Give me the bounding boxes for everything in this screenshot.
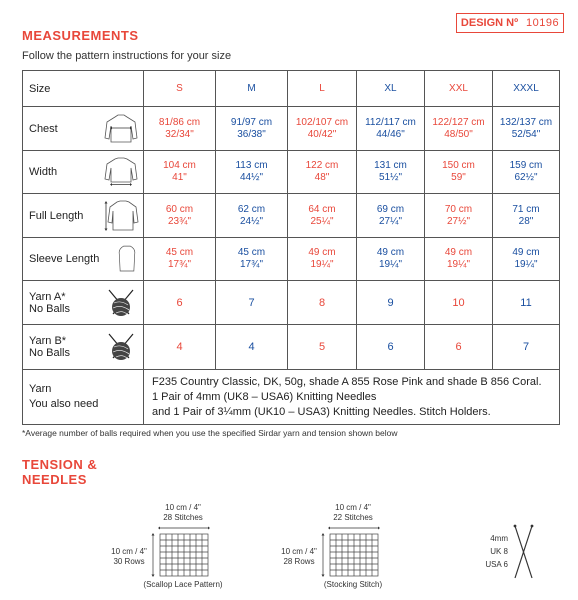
chest-xxl-cm: 122/127 cm [432, 116, 485, 128]
knitting-needles-icon [512, 524, 536, 580]
table-row [23, 194, 560, 238]
width-l-cm: 122 cm [305, 160, 339, 171]
width-m-cm: 113 cm [235, 160, 268, 171]
yarn-a-xxxl: 11 [493, 281, 560, 325]
subtitle: Follow the pattern instructions for your size [22, 50, 232, 62]
swatch1-caption: (Scallop Lace Pattern) [143, 580, 223, 589]
swatch2-caption: (Stocking Stitch) [323, 580, 383, 589]
design-number: 10196 [525, 17, 560, 29]
chest-xl-in: 44/46" [376, 128, 405, 140]
chest-xxxl-in: 52/54" [511, 128, 541, 140]
yarn-a-label: Yarn A* [29, 290, 66, 303]
length-s-in: 23¾" [167, 215, 191, 227]
width-s-in: 41" [172, 172, 187, 183]
needle-size-uk: UK 8 [490, 547, 508, 556]
swatch1-height-arrow [150, 532, 156, 578]
tension-heading [22, 457, 97, 487]
swatch2-height-arrow [320, 532, 326, 578]
size-l: L [288, 71, 357, 107]
size-xl: XL [357, 71, 425, 107]
table-row [23, 325, 560, 370]
chest-l-cm: 102/107 cm [295, 116, 349, 128]
yarn-b-l: 5 [288, 325, 357, 370]
sleeve-xxl-cm: 49 cm [444, 247, 473, 258]
chest-xxl-in: 48/50" [444, 128, 473, 140]
width-xl-cm: 131 cm [374, 160, 407, 171]
row-label-width: Width [29, 166, 58, 178]
sleeve-m-in: 17¾" [239, 259, 263, 270]
size-xxxl: XXXL [493, 71, 560, 107]
length-l-cm: 64 cm [308, 203, 336, 215]
sleeve-xxxl-cm: 49 cm [512, 247, 540, 258]
width-m-in: 44½" [239, 172, 263, 183]
sweater-chest-icon [103, 114, 139, 144]
width-xxl-in: 59" [451, 172, 466, 183]
width-xxxl-cm: 159 cm [509, 160, 543, 171]
also-need-label: You also need [29, 398, 99, 410]
yarn-a-s: 6 [144, 281, 216, 325]
swatch1-height-label: 10 cm / 4" 30 Rows [111, 547, 147, 566]
yarn-info-label: Yarn [29, 383, 52, 395]
sleeve-l-in: 19¼" [310, 259, 334, 270]
yarn-ball-icon [103, 332, 139, 362]
measurements-table [22, 70, 560, 425]
length-xl-cm: 69 cm [376, 203, 405, 215]
yarn-info-line1: F235 Country Classic, DK, 50g, shade A 855 Rose Pink and shade B 856 Coral. [152, 375, 542, 388]
swatch2-width-label: 10 cm / 4" 22 Stitches [333, 503, 373, 522]
design-label: DESIGN Nº [460, 17, 519, 29]
table-row [23, 151, 560, 194]
needle-size-usa: USA 6 [485, 560, 508, 569]
needle-size-mm: 4mm [490, 534, 508, 543]
page-title: MEASUREMENTS [22, 28, 139, 43]
length-xl-in: 27¼" [378, 215, 402, 227]
length-m-in: 24½" [239, 215, 263, 227]
sleeve-xxl-in: 19¼" [446, 259, 470, 270]
design-number-badge [456, 13, 564, 33]
row-label-full-length: Full Length [29, 209, 84, 222]
sleeve-xxxl-in: 19¼" [514, 259, 538, 270]
sleeve-m-cm: 45 cm [237, 247, 266, 258]
yarn-b-xxxl: 7 [493, 325, 560, 370]
needle-sizes [478, 532, 508, 571]
table-row [23, 107, 560, 151]
width-xl-in: 51½" [378, 172, 402, 183]
sleeve-l-cm: 49 cm [308, 247, 336, 258]
chest-l-in: 40/42" [307, 128, 337, 140]
sleeve-s-in: 17¾" [167, 259, 191, 270]
tension-swatch-grid [156, 526, 212, 578]
width-xxxl-in: 62½" [514, 172, 538, 183]
length-xxxl-cm: 71 cm [512, 203, 540, 215]
chest-xl-cm: 112/117 cm [365, 116, 416, 128]
tension-swatch-grid [326, 526, 382, 578]
yarn-b-xxl: 6 [425, 325, 493, 370]
chest-xxxl-cm: 132/137 cm [499, 116, 553, 128]
length-m-cm: 62 cm [237, 203, 266, 215]
yarn-b-balls-label: No Balls [29, 347, 70, 359]
swatch1-width-label: 10 cm / 4" 28 Stitches [163, 503, 203, 522]
length-s-cm: 60 cm [165, 203, 194, 215]
yarn-a-balls-label: No Balls [29, 302, 70, 315]
width-s-cm: 104 cm [163, 160, 196, 171]
yarn-ball-icon [103, 288, 139, 318]
sleeve-xl-in: 19¼" [378, 259, 402, 270]
chest-m-cm: 91/97 cm [230, 116, 273, 128]
footnote: *Average number of balls required when you use the specified Sirdar yarn and tension shown below [22, 428, 398, 438]
sleeve-s-cm: 45 cm [165, 247, 194, 258]
chest-s-in: 32/34" [165, 128, 194, 140]
table-row [23, 238, 560, 281]
yarn-a-xl: 9 [357, 281, 425, 325]
tension-heading-line2: NEEDLES [22, 472, 87, 487]
yarn-b-xl: 6 [357, 325, 425, 370]
yarn-info-line3: and 1 Pair of 3¼mm (UK10 – USA3) Knitting Needles. Stitch Holders. [152, 405, 491, 418]
width-xxl-cm: 150 cm [442, 160, 475, 171]
yarn-b-m: 4 [216, 325, 288, 370]
swatch2-height-label: 10 cm / 4" 28 Rows [281, 547, 317, 566]
yarn-a-xxl: 10 [425, 281, 493, 325]
chest-s-cm: 81/86 cm [158, 116, 201, 128]
size-s: S [144, 71, 216, 107]
sweater-length-icon [103, 200, 139, 232]
table-row [23, 281, 560, 325]
yarn-info-row [23, 370, 560, 425]
row-label-sleeve-length: Sleeve Length [29, 253, 100, 265]
yarn-info-line2: 1 Pair of 4mm (UK8 – USA6) Knitting Needles [152, 390, 377, 403]
yarn-b-s: 4 [144, 325, 216, 370]
chest-m-in: 36/38" [237, 128, 266, 140]
size-xxl: XXL [425, 71, 493, 107]
size-m: M [216, 71, 288, 107]
yarn-b-label: Yarn B* [29, 335, 67, 347]
length-xxl-cm: 70 cm [444, 203, 473, 215]
sweater-width-icon [103, 157, 139, 187]
width-l-in: 48" [314, 172, 330, 183]
sleeve-length-icon [115, 243, 139, 275]
sleeve-xl-cm: 49 cm [376, 247, 405, 258]
size-header-row [23, 71, 560, 107]
yarn-a-l: 8 [288, 281, 357, 325]
length-xxl-in: 27½" [446, 215, 470, 227]
length-xxxl-in: 28" [518, 215, 534, 227]
tension-heading-line1: TENSION & [22, 457, 98, 472]
row-label-chest: Chest [29, 122, 58, 135]
yarn-a-m: 7 [216, 281, 288, 325]
size-label: Size [23, 71, 144, 107]
length-l-in: 25¼" [310, 215, 334, 227]
